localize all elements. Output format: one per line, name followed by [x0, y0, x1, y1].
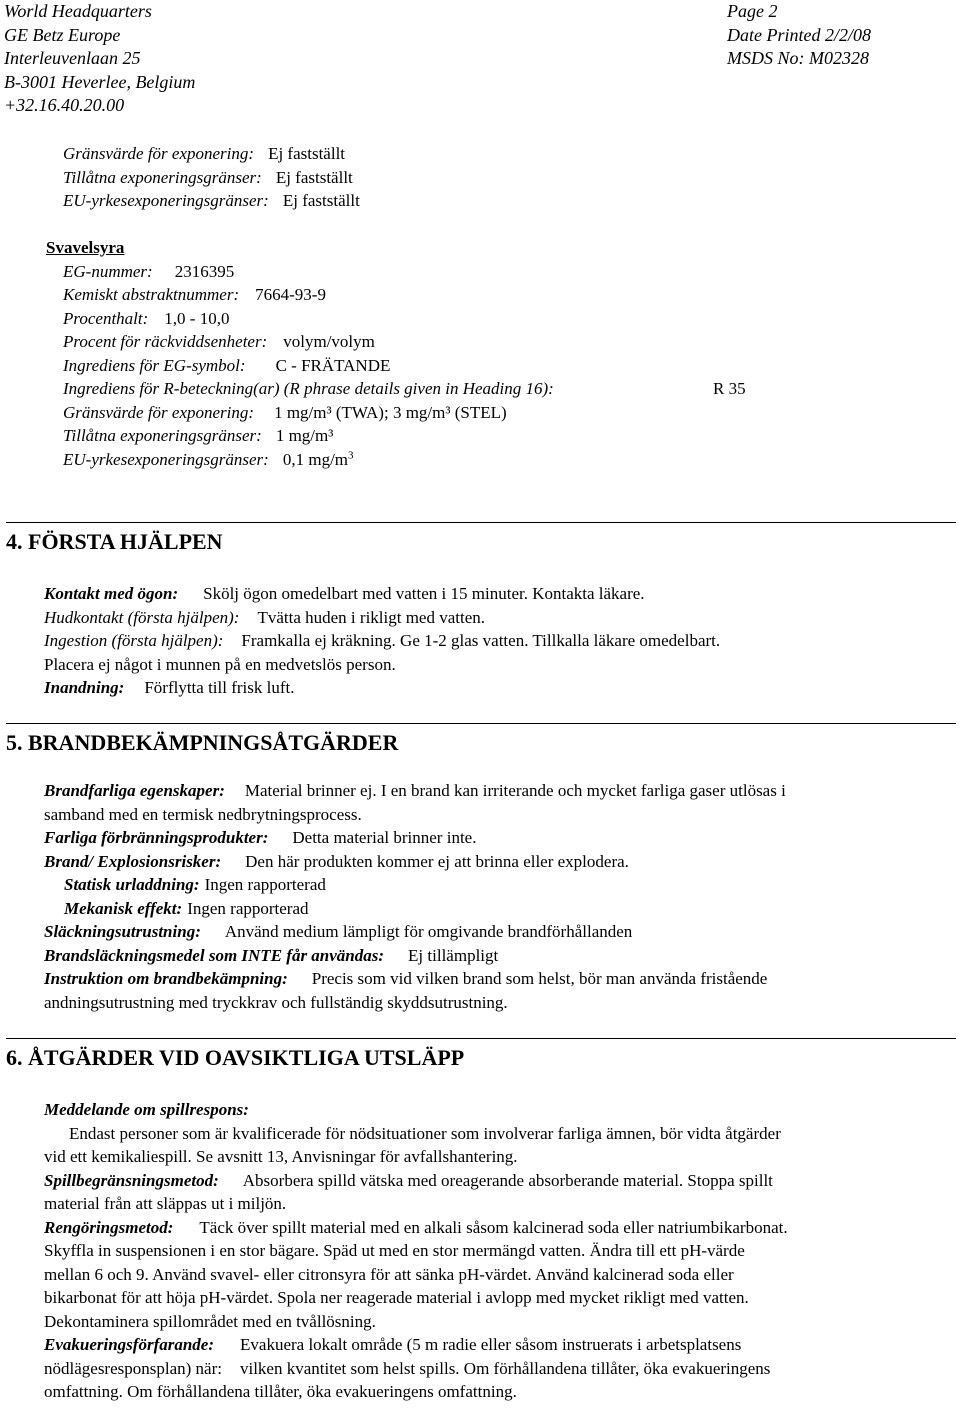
evacuation-continued: omfattning. Om förhållandena tillåter, öka evakueringens omfattning.: [44, 1382, 517, 1401]
section-5-body: [44, 779, 956, 1014]
evacuation-continued: nödlägesresponsplan) när: vilken kvantitet som helst spills. Om förhållandena tillåter, öka evakueringens: [44, 1358, 771, 1378]
address-line: B-3001 Heverlee, Belgium: [4, 71, 196, 92]
containment-row: Spillbegränsningsmetod: Absorbera spilld vätska med oreagerande absorberande material. Stoppa spillt: [44, 1170, 773, 1190]
section-divider: [6, 723, 956, 724]
section-divider: [6, 522, 956, 523]
document-meta: [727, 0, 871, 71]
phone-number: +32.16.40.20.00: [4, 95, 125, 115]
extinguishing-media-row: Släckningsutrustning: Använd medium lämpligt för omgivande brandförhållanden: [44, 922, 633, 941]
component-row: Tillåtna exponeringsgränser: 1 mg/m³: [63, 426, 334, 445]
cleanup-continued: Skyffla in suspensionen i en stor bägare. Späd ut med en stor mermängd vatten. Ändra till ett pH-värde: [44, 1241, 745, 1260]
page-number: Page 2: [727, 1, 778, 21]
eye-contact-row: Kontakt med ögon: Skölj ögon omedelbart med vatten i 15 minuter. Kontakta läkare.: [44, 584, 645, 603]
limit-row: Gränsvärde för exponering: Ej fastställt: [63, 144, 346, 163]
unsuitable-media-row: Brandsläckningsmedel som INTE får användas: Ej tillämpligt: [44, 945, 499, 965]
component-row: Ingrediens för EG-symbol: C - FRÄTANDE: [63, 355, 391, 375]
component-row: EG-nummer: 2316395: [63, 261, 235, 281]
section-5-title: 5. BRANDBEKÄMPNINGSÅTGÄRDER: [6, 730, 399, 755]
ingestion-continued: Placera ej något i munnen på en medvetslös person.: [44, 654, 396, 674]
flammability-row: Brandfarliga egenskaper: Material brinner ej. I en brand kan irriterande och mycket farliga gaser utlösas i: [44, 781, 786, 800]
skin-contact-row: Hudkontakt (första hjälpen): Tvätta huden i rikligt med vatten.: [44, 607, 486, 627]
previous-component-limits: [63, 142, 956, 213]
firefighting-instructions-continued: andningsutrustning med tryckkrav och fullständig skyddsutrustning.: [44, 992, 508, 1012]
section-6-body: [44, 1098, 956, 1404]
static-discharge-row: Statisk urladdning: Ingen rapporterad: [64, 875, 326, 894]
component-block: [46, 236, 956, 471]
component-row: EU-yrkesexponeringsgränser: 0,1 $mg/m^3$: [63, 448, 354, 469]
section-4-body: [44, 582, 956, 700]
section-divider: [6, 1038, 956, 1039]
cleanup-row: Rengöringsmetod: Täck över spillt material med en alkali såsom kalcinerad soda eller natriumbikarbonat.: [44, 1217, 788, 1237]
address-line: World Headquarters: [4, 1, 152, 21]
section-6-title: 6. ÅTGÄRDER VID OAVSIKTLIGA UTSLÄPP: [6, 1045, 465, 1070]
evacuation-row: Evakueringsförfarande: Evakuera lokalt område (5 m radie eller såsom instruerats i arbetsplatsens: [44, 1335, 742, 1354]
component-row: Kemiskt abstraktnummer: 7664-93-9: [63, 285, 326, 304]
component-row: Gränsvärde för exponering: 1 mg/m³ (TWA); 3 mg/m³ (STEL): [63, 402, 507, 422]
firefighting-instructions-row: Instruktion om brandbekämpning: Precis som vid vilken brand som helst, bör man använda fristående: [44, 969, 768, 988]
spill-notice-text: Endast personer som är kvalificerade för nödsituationer som involverar farliga ämnen, bör vidta åtgärder: [69, 1123, 781, 1143]
explosion-risk-row: Brand/ Explosionsrisker: Den här produkten kommer ej att brinna eller explodera.: [44, 851, 629, 871]
inhalation-row: Inandning: Förflytta till frisk luft.: [44, 678, 295, 697]
mechanical-effect-row: Mekanisk effekt: Ingen rapporterad: [64, 898, 309, 918]
combustion-products-row: Farliga förbränningsprodukter: Detta material brinner inte.: [44, 828, 477, 847]
limit-row: EU-yrkesexponeringsgränser: Ej fastställt: [63, 191, 360, 210]
msds-number: MSDS No: M02328: [727, 48, 869, 68]
component-row: Procenthalt: 1,0 - 10,0: [63, 308, 230, 328]
cleanup-continued: Dekontaminera spillområdet med en tvållösning.: [44, 1311, 376, 1331]
spill-notice-text: vid ett kemikaliespill. Se avsnitt 13, Anvisningar för avfallshantering.: [44, 1147, 518, 1166]
address-line: Interleuvenlaan 25: [4, 48, 141, 68]
containment-continued: material från att släppas ut i miljön.: [44, 1194, 287, 1213]
component-row: Procent för räckviddsenheter: volym/volym: [63, 332, 375, 351]
address-line: GE Betz Europe: [4, 24, 121, 45]
cleanup-continued: mellan 6 och 9. Använd svavel- eller citronsyra för att sänka pH-värdet. Använd kalcinerad soda eller: [44, 1264, 734, 1284]
company-address: [4, 0, 195, 118]
ingestion-row: Ingestion (första hjälpen): Framkalla ej kräkning. Ge 1-2 glas vatten. Tillkalla läkare omedelbart.: [44, 631, 721, 650]
cleanup-continued: bikarbonat för att höja pH-värdet. Spola ner reagerade material i avlopp med mycket rikligt med vatten.: [44, 1288, 749, 1307]
date-printed: Date Printed 2/2/08: [727, 24, 871, 45]
spill-notice-label: Meddelande om spillrespons:: [44, 1100, 249, 1119]
component-row: Ingrediens för R-beteckning(ar) (R phrase details given in Heading 16): R 35: [63, 379, 746, 398]
limit-row: Tillåtna exponeringsgränser: Ej fastställt: [63, 167, 353, 187]
component-name: Svavelsyra: [46, 238, 125, 257]
flammability-continued: samband med en termisk nedbrytningsprocess.: [44, 804, 362, 824]
section-4-title: 4. FÖRSTA HJÄLPEN: [6, 529, 223, 554]
